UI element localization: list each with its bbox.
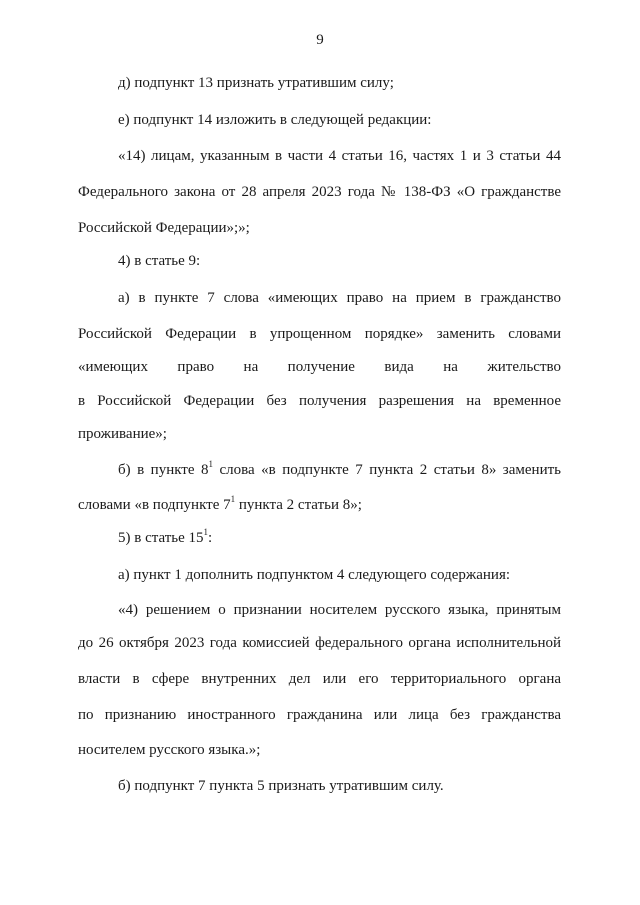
page-number: 9 <box>316 32 324 48</box>
text-fragment: пункта 2 статьи 8»; <box>235 497 362 513</box>
superscript: 1 <box>208 459 214 469</box>
superscript: 1 <box>230 494 236 504</box>
text-line: Российской Федерации в упрощенном порядке» заменить словами <box>78 326 561 342</box>
text-line: а) пункт 1 дополнить подпунктом 4 следующего содержания: <box>118 567 511 583</box>
text-line: д) подпункт 13 признать утратившим силу; <box>118 75 394 91</box>
text-line: носителем русского языка.»; <box>78 742 261 758</box>
text-line <box>78 496 362 514</box>
text-fragment: б) в пункте 8 <box>118 462 209 478</box>
text-line: Российской Федерации»;»; <box>78 220 250 236</box>
text-fragment: : <box>208 530 213 546</box>
text-line: б) подпункт 7 пункта 5 признать утратившим силу. <box>118 778 444 794</box>
text-line: по признанию иностранного гражданина или лица без гражданства <box>78 707 561 723</box>
text-fragment: слова «в подпункте 7 пункта 2 статьи 8» заменить <box>213 462 561 478</box>
text-line <box>118 529 212 547</box>
text-line: в Российской Федерации без получения разрешения на временное <box>78 393 561 409</box>
superscript: 1 <box>203 527 209 537</box>
text-line: «14) лицам, указанным в части 4 статьи 16, частях 1 и 3 статьи 44 <box>118 148 561 164</box>
text-line: а) в пункте 7 слова «имеющих право на прием в гражданство <box>118 290 561 306</box>
text-line: проживание»; <box>78 426 167 442</box>
text-line <box>118 461 561 479</box>
text-line: власти в сфере внутренних дел или его территориального органа <box>78 671 561 687</box>
text-line: е) подпункт 14 изложить в следующей редакции: <box>118 112 432 128</box>
text-line: Федерального закона от 28 апреля 2023 года № 138-ФЗ «О гражданстве <box>78 184 561 200</box>
text-fragment: словами «в подпункте 7 <box>78 497 231 513</box>
text-line: 4) в статье 9: <box>118 253 201 269</box>
text-line: «4) решением о признании носителем русского языка, принятым <box>118 602 561 618</box>
text-fragment: 5) в статье 15 <box>118 530 204 546</box>
text-line: до 26 октября 2023 года комиссией федерального органа исполнительной <box>78 635 561 651</box>
text-line: «имеющих право на получение вида на жительство <box>78 359 561 375</box>
